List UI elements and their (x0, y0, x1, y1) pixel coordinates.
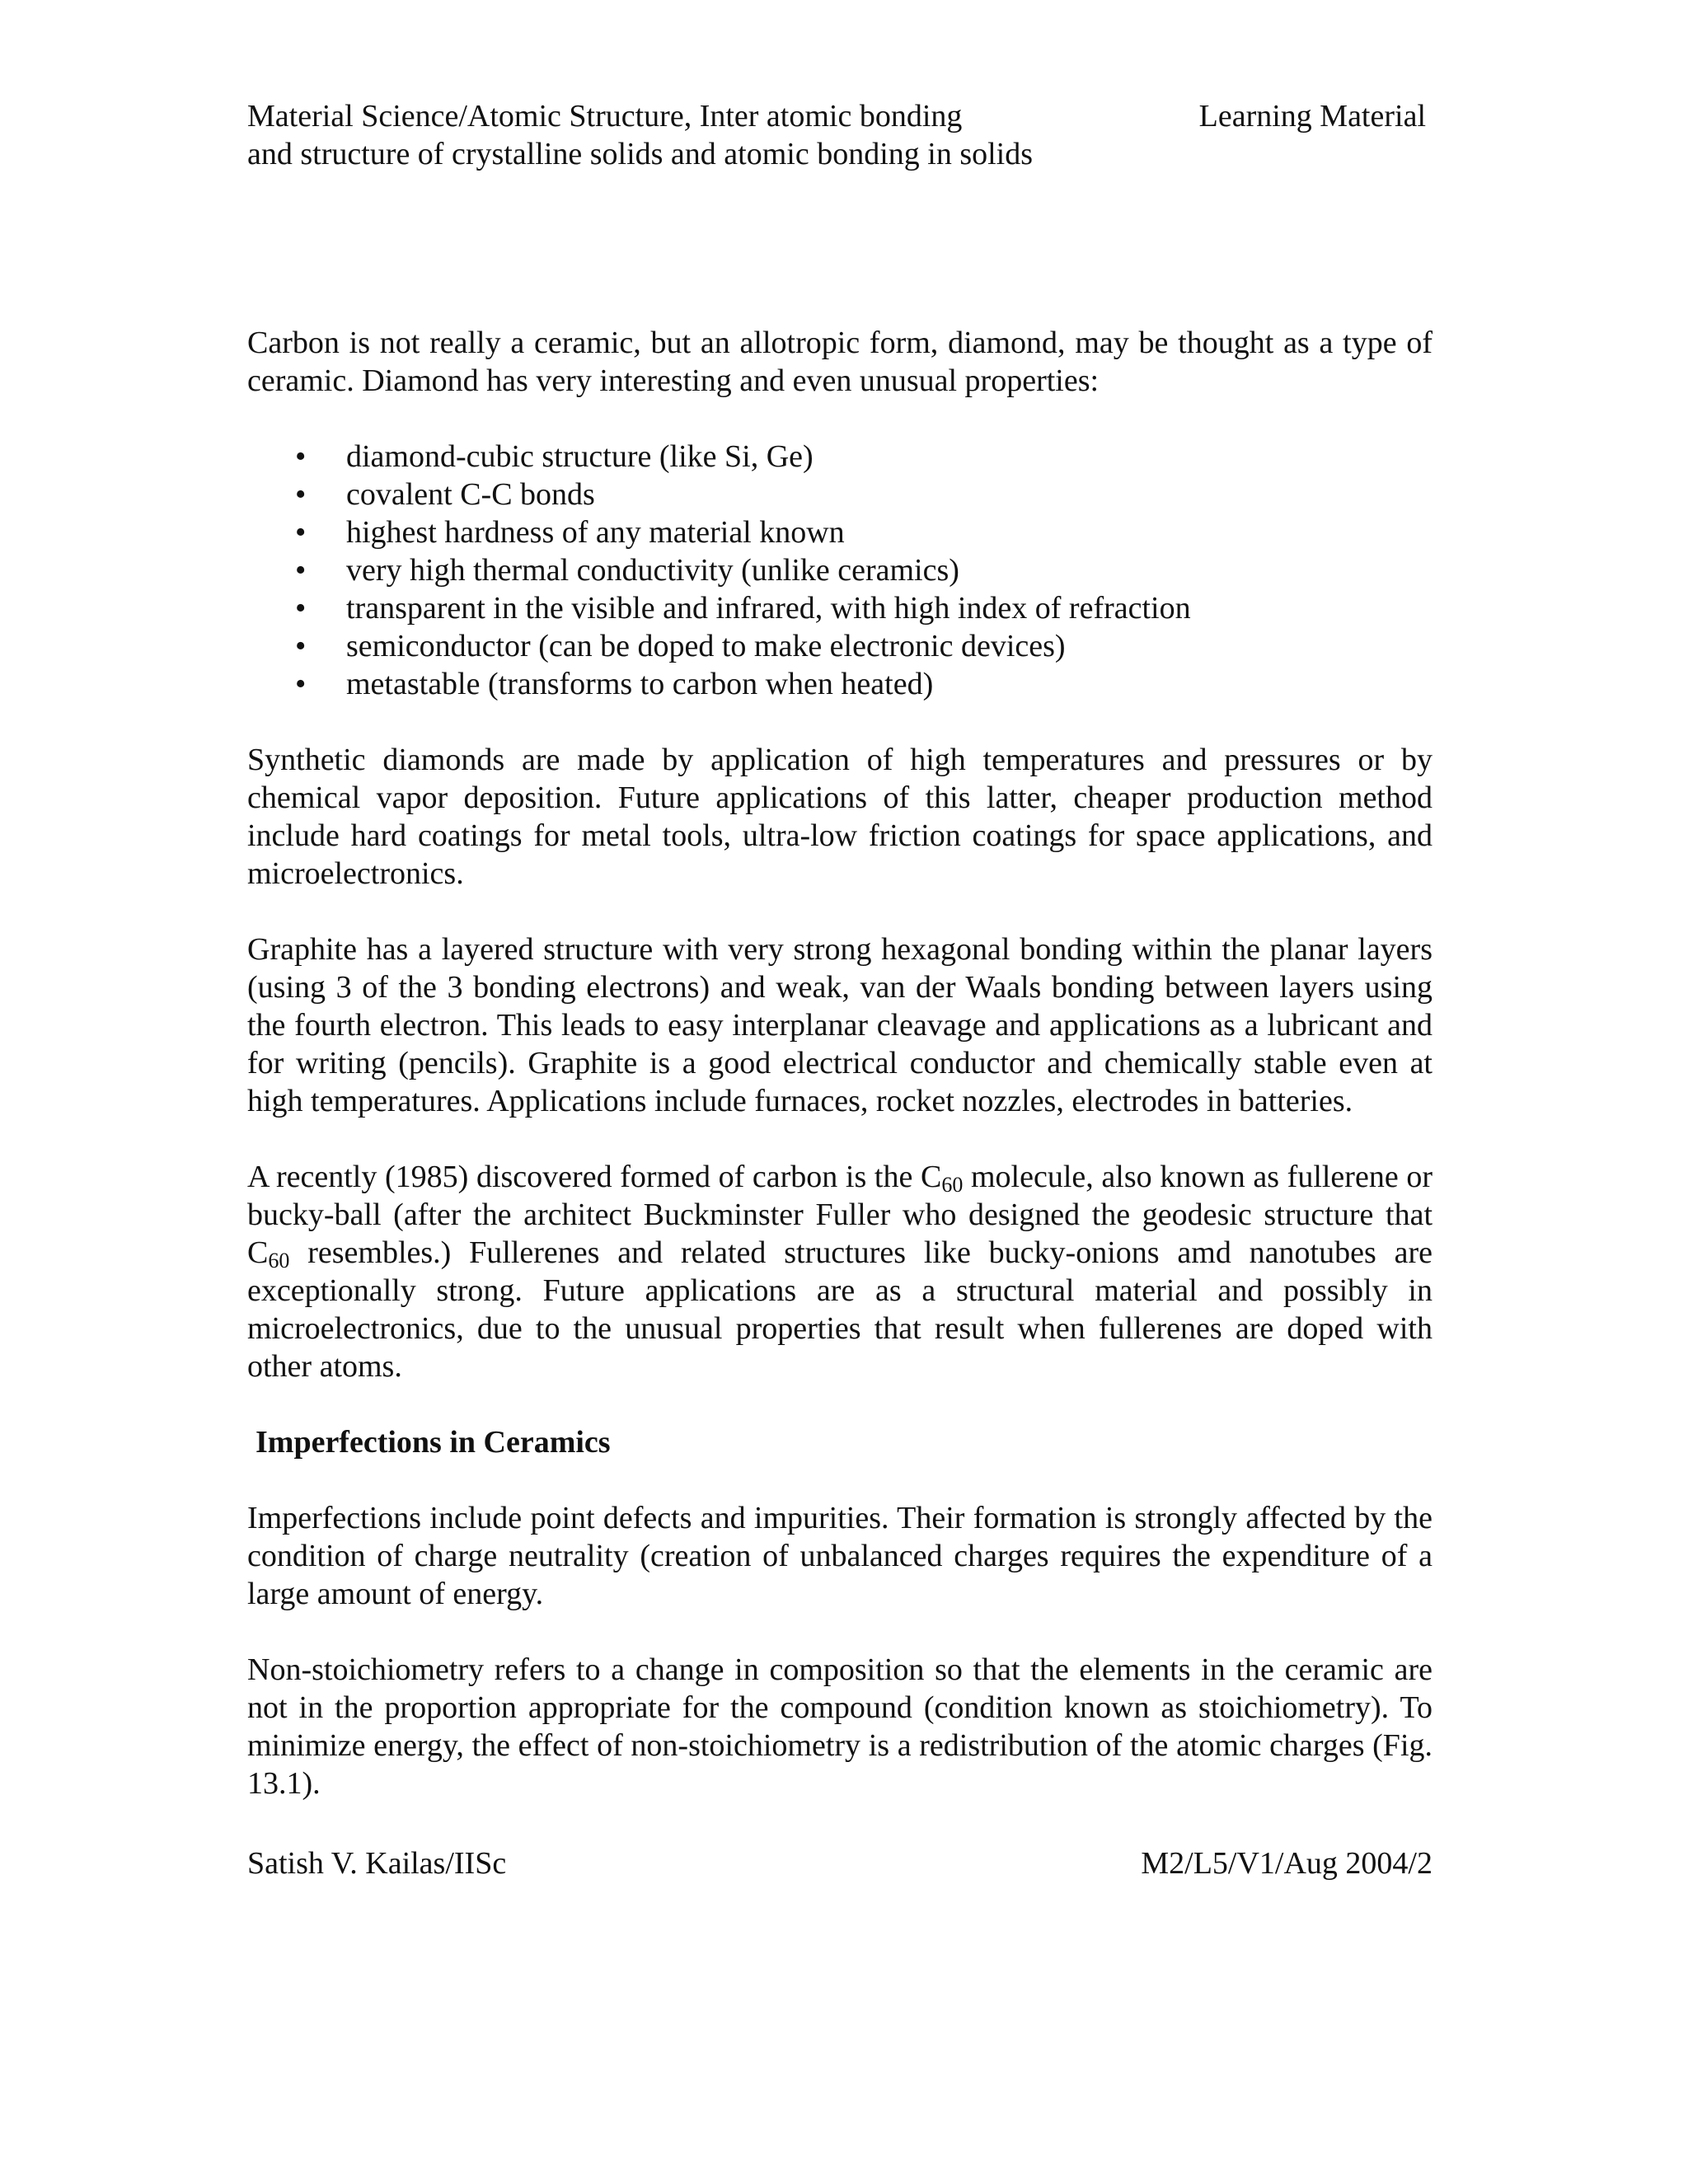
list-item-text: diamond-cubic structure (like Si, Ge) (346, 439, 814, 474)
list-item-text: highest hardness of any material known (346, 515, 845, 550)
list-item (247, 665, 1432, 703)
list-item (247, 438, 1432, 476)
list-item (247, 476, 1432, 513)
bullet-icon: • (295, 439, 307, 474)
document-body (247, 324, 1432, 1840)
c60-paragraph (247, 1158, 1432, 1385)
footer-author: Satish V. Kailas/IISc (247, 1846, 507, 1881)
list-item (247, 589, 1432, 627)
c60-text-part3: resembles.) Fullerenes and related structures like bucky-onions amd nanotubes are exceptionally strong. Future applications are as a structural material and possibly in microelectronics, due to the unusual properties that result when fullerenes are doped with other atoms. (247, 1235, 1432, 1384)
list-item-text: metastable (transforms to carbon when heated) (346, 667, 934, 701)
header-title-line1: Material Science/Atomic Structure, Inter atomic bonding (247, 99, 963, 134)
c60-text-part2: molecule, also known as fullerene or bucky-ball (after the architect Buckminster Fuller who designed the geodesic structure that C (247, 1160, 1432, 1270)
header-title-line2: and structure of crystalline solids and atomic bonding in solids (247, 137, 1034, 171)
list-item-text: very high thermal conductivity (unlike ceramics) (346, 553, 959, 588)
bullet-icon: • (295, 667, 307, 701)
bullet-icon: • (295, 515, 307, 550)
list-item (247, 627, 1432, 665)
synthetic-diamonds-paragraph: Synthetic diamonds are made by application of high temperatures and pressures or by chemical vapor deposition. Future applications of this latter, cheaper production method include hard coatings for metal tools, ultra-low friction coatings for space applications, and microelectronics. (247, 743, 1432, 891)
c60-subscript: 60 (268, 1249, 290, 1272)
imperfections-paragraph: Imperfections include point defects and impurities. Their formation is strongly affected by the condition of charge neutrality (creation of unbalanced charges requires the expenditure of a large amount of energy. (247, 1501, 1432, 1611)
bullet-icon: • (295, 477, 307, 512)
list-item (247, 513, 1432, 551)
header-label: Learning Material (1198, 99, 1426, 134)
diamond-properties-list (247, 438, 1432, 703)
bullet-icon: • (295, 591, 307, 626)
bullet-icon: • (295, 629, 307, 663)
graphite-paragraph: Graphite has a layered structure with very strong hexagonal bonding within the planar layers (using 3 of the 3 bonding electrons) and weak, van der Waals bonding between layers using the fourth electron. This leads to easy interplanar cleavage and applications as a lubricant and for writing (pencils). Graphite is a good electrical conductor and chemically stable even at high temperatures. Applications include furnaces, rocket nozzles, electrodes in batteries. (247, 932, 1432, 1118)
non-stoichiometry-paragraph: Non-stoichiometry refers to a change in composition so that the elements in the ceramic are not in the proportion appropriate for the compound (condition known as stoichiometry). To minimize energy, the effect of non-stoichiometry is a redistribution of the atomic charges (Fig. 13.1). (247, 1652, 1432, 1801)
c60-text-part1: A recently (1985) discovered formed of carbon is the C (247, 1160, 942, 1194)
list-item (247, 551, 1432, 589)
header-title (247, 97, 1236, 173)
intro-paragraph: Carbon is not really a ceramic, but an allotropic form, diamond, may be thought as a type of ceramic. Diamond has very interesting and even unusual properties: (247, 326, 1432, 398)
list-item-text: semiconductor (can be doped to make electronic devices) (346, 629, 1066, 663)
section-heading-imperfections: Imperfections in Ceramics (256, 1425, 611, 1460)
bullet-icon: • (295, 553, 307, 588)
list-item-text: transparent in the visible and infrared, with high index of refraction (346, 591, 1191, 626)
list-item-text: covalent C-C bonds (346, 477, 595, 512)
c60-subscript: 60 (941, 1173, 964, 1197)
footer-page-code: M2/L5/V1/Aug 2004/2 (1141, 1846, 1432, 1881)
